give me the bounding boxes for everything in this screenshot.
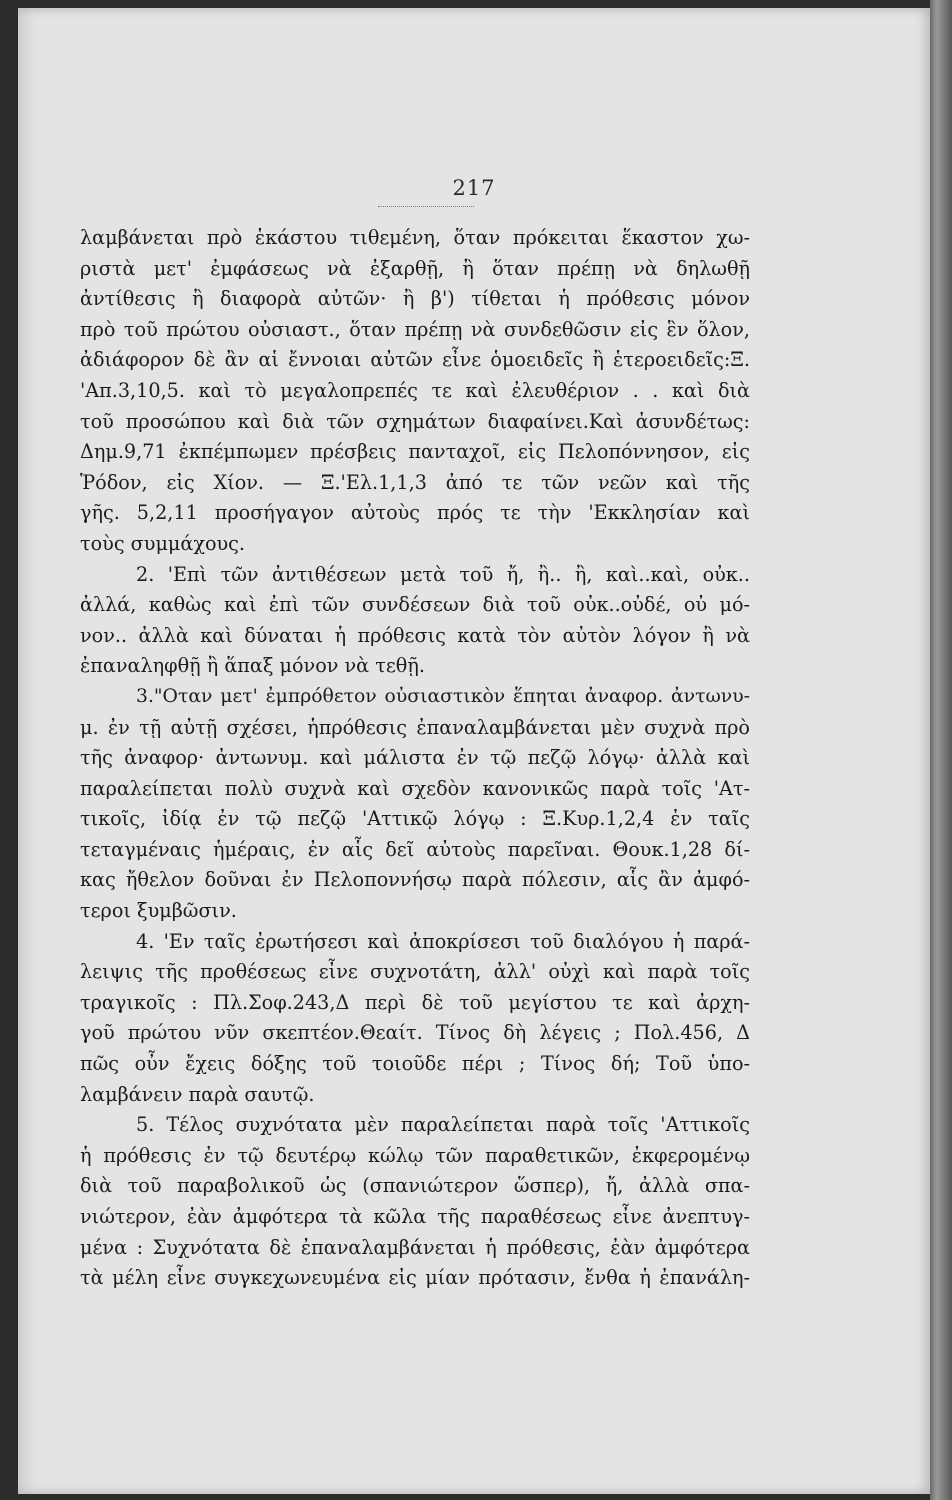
text-line: παραλείπεται πολὺ συχνὰ καὶ σχεδὸν κανονικῶς παρὰ τοῖς 'Ατ- <box>80 776 750 800</box>
text-line: κας ἤθελον δοῦναι ἐν Πελοποννήσῳ παρὰ πόλεσιν, αἷς ἂν ἀμφό- <box>80 868 750 892</box>
body-text <box>80 223 750 1294</box>
text-line: ἡ πρόθεσις ἐν τῷ δευτέρῳ κώλῳ τῶν παραθετικῶν, ἐκφερομένῳ <box>80 1143 750 1167</box>
text-line: ἐπαναληφθῇ ἢ ἅπαξ μόνον νὰ τεθῇ. <box>80 654 425 678</box>
text-line: 'Απ.3,10,5. καὶ τὸ μεγαλοπρεπές τε καὶ ἐλευθέριον . . καὶ διὰ <box>80 378 750 402</box>
text-line: τικοῖς, ἰδίᾳ ἐν τῷ πεζῷ 'Αττικῷ λόγῳ : Ξ.Κυρ.1,2,4 ἐν ταῖς <box>80 807 750 831</box>
book-edge <box>930 0 952 1500</box>
page-number: 217 <box>452 176 496 200</box>
text-line: 2. 'Επὶ τῶν ἀντιθέσεων μετὰ τοῦ ἤ, ἢ.. ἢ, καὶ..καὶ, οὐκ.. <box>136 562 750 586</box>
text-line: λαμβάνειν παρὰ σαυτῷ. <box>80 1082 315 1106</box>
text-line: λειψις τῆς προθέσεως εἶνε συχνοτάτη, ἀλλ' οὐχὶ καὶ παρὰ τοῖς <box>80 960 750 984</box>
text-line: Δημ.9,71 ἐκπέμπωμεν πρέσβεις πανταχοῖ, εἰς Πελοπόννησον, εἰς <box>80 440 750 464</box>
text-line: τοῦ προσώπου καὶ διὰ τῶν σχημάτων διαφαίνει.Καὶ ἀσυνδέτως: <box>80 409 750 433</box>
text-line: ἀδιάφορον δὲ ἂν αἱ ἔννοιαι αὐτῶν εἶνε ὁμοειδεῖς ἢ ἑτεροειδεῖς:Ξ. <box>80 348 750 372</box>
text-line: τεροι ξυμβῶσιν. <box>80 899 237 923</box>
text-line: Ῥόδον, εἰς Χίον. — Ξ.'Ελ.1,1,3 ἀπό τε τῶν νεῶν καὶ τῆς <box>80 470 750 494</box>
text-line: 5. Τέλος συχνότατα μὲν παραλείπεται παρὰ τοῖς 'Αττικοῖς <box>136 1113 750 1137</box>
text-line: τοὺς συμμάχους. <box>80 531 246 555</box>
text-line: γῆς. 5,2,11 προσήγαγον αὐτοὺς πρός τε τὴν 'Εκκλησίαν καὶ <box>80 501 750 525</box>
text-line: ἀλλά, καθὼς καὶ ἐπὶ τῶν συνδέσεων διὰ τοῦ οὐκ..οὐδέ, οὐ μό- <box>80 593 750 617</box>
text-line: νον.. ἀλλὰ καὶ δύναται ἡ πρόθεσις κατὰ τὸν αὐτὸν λόγον ἢ νὰ <box>80 623 750 647</box>
header-rule <box>378 206 474 207</box>
text-line: πρὸ τοῦ πρώτου οὐσιαστ., ὅταν πρέπῃ νὰ συνδεθῶσιν εἰς ἓν ὅλον, <box>80 317 750 341</box>
text-line: λαμβάνεται πρὸ ἑκάστου τιθεμένη, ὅταν πρόκειται ἕκαστον χω- <box>80 226 750 249</box>
text-line: ἀντίθεσις ἢ διαφορὰ αὐτῶν· ἢ β') τίθεται ἡ πρόθεσις μόνον <box>80 287 750 311</box>
text-line: πῶς οὖν ἔχεις δόξης τοῦ τοιοῦδε πέρι ; Τίνος δή; Τοῦ ὑπο- <box>80 1052 750 1076</box>
text-line: τὰ μέλη εἶνε συγκεχωνευμένα εἰς μίαν πρότασιν, ἔνθα ἡ ἐπανάλη- <box>80 1266 750 1290</box>
text-line: τραγικοῖς : Πλ.Σοφ.243,Δ περὶ δὲ τοῦ μεγίστου τε καὶ ἀρχη- <box>80 990 750 1014</box>
text-line: διὰ τοῦ παραβολικοῦ ὡς (σπανιώτερον ὥσπερ), ἤ, ἀλλὰ σπα- <box>80 1174 750 1198</box>
text-line: τεταγμέναις ἡμέραις, ἐν αἷς δεῖ αὐτοὺς παρεῖναι. Θουκ.1,28 δί- <box>80 837 750 861</box>
text-line: 4. 'Εν ταῖς ἐρωτήσεσι καὶ ἀποκρίσεσι τοῦ διαλόγου ἡ παρά- <box>136 929 750 953</box>
text-line: μ. ἐν τῇ αὐτῇ σχέσει, ἡπρόθεσις ἐπαναλαμβάνεται μὲν συχνὰ πρὸ <box>80 715 750 739</box>
text-line: γοῦ πρώτου νῦν σκεπτέον.Θεαίτ. Τίνος δὴ λέγεις ; Πολ.456, Δ <box>80 1021 750 1045</box>
text-line: τῆς ἀναφορ· ἀντωνυμ. καὶ μάλιστα ἐν τῷ πεζῷ λόγῳ· ἀλλὰ καὶ <box>80 746 750 770</box>
book-page <box>18 8 930 1494</box>
text-line: ριστὰ μετ' ἐμφάσεως νὰ ἐξαρθῇ, ἢ ὅταν πρέπῃ νὰ δηλωθῇ <box>80 256 750 280</box>
text-line: μένα : Συχνότατα δὲ ἐπαναλαμβάνεται ἡ πρόθεσις, ἐὰν ἀμφότερα <box>80 1235 750 1259</box>
text-line: νιώτερον, ἐὰν ἀμφότερα τὰ κῶλα τῆς παραθέσεως εἶνε ἀνεπτυγ- <box>80 1205 750 1228</box>
text-line: 3."Οταν μετ' ἐμπρόθετον οὐσιαστικὸν ἕπηται ἀναφορ. ἀντωνυ- <box>136 685 750 707</box>
